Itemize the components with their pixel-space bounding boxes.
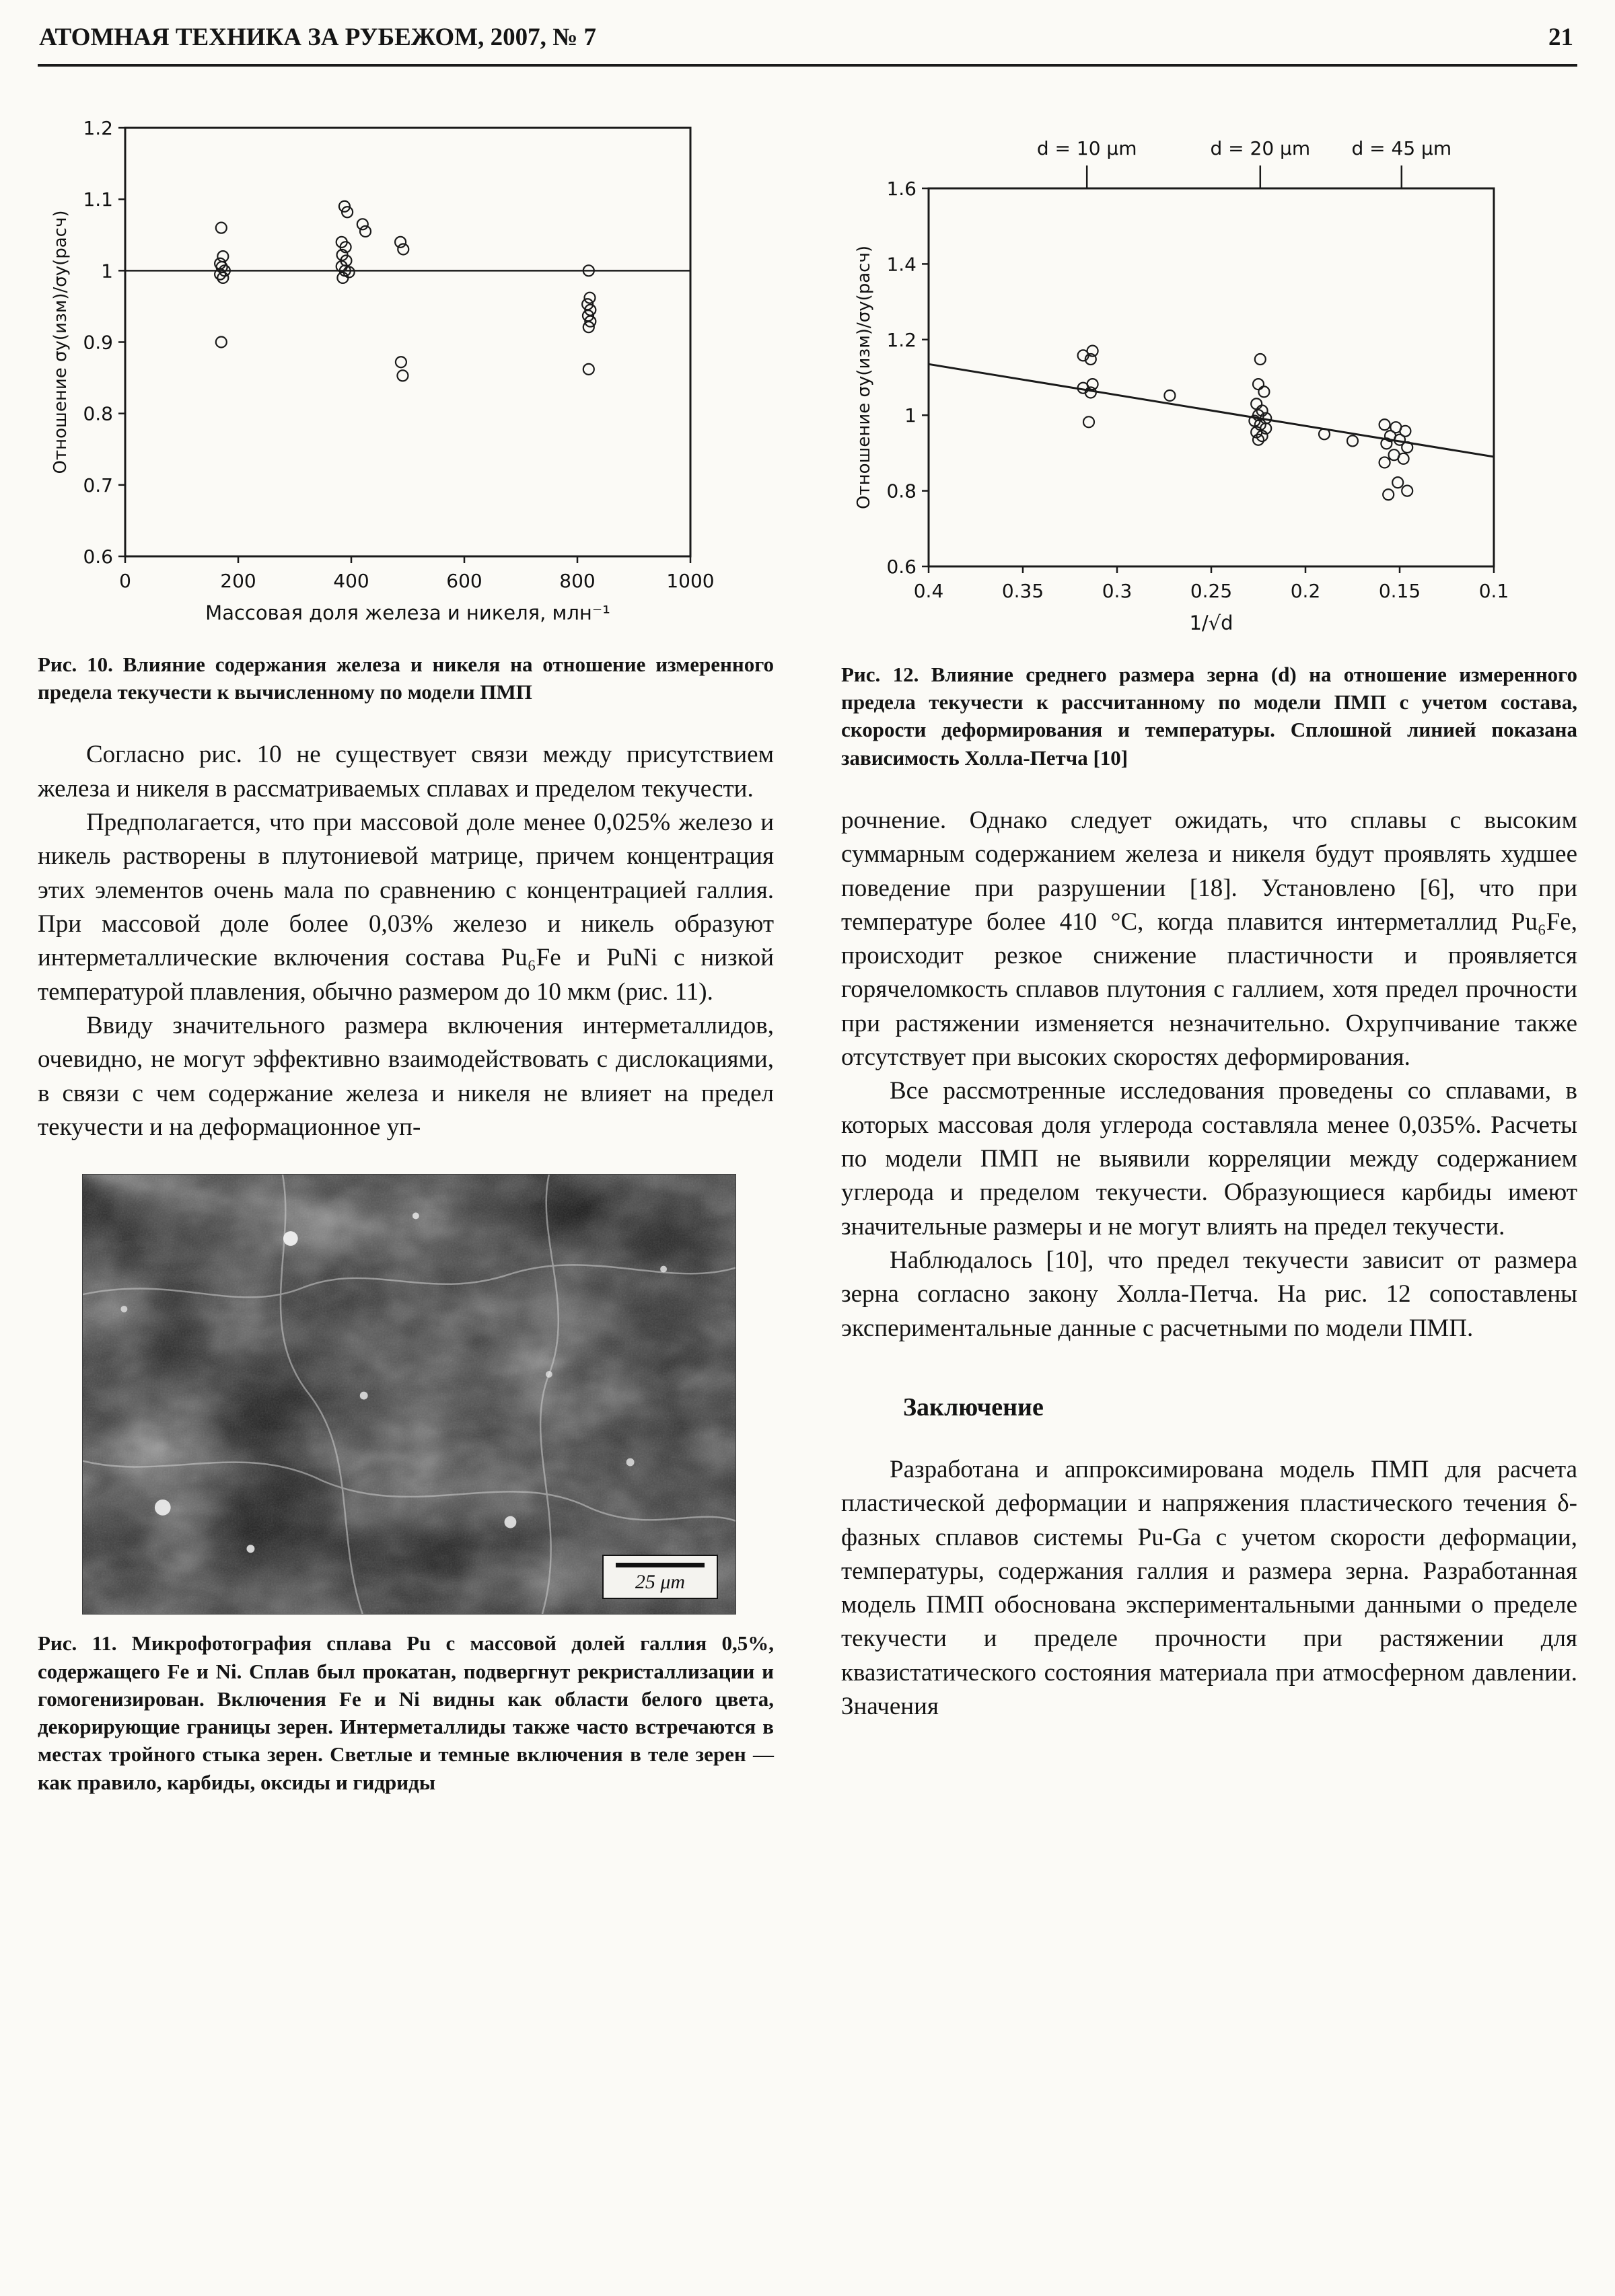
scale-bar-line <box>616 1563 705 1567</box>
svg-text:1000: 1000 <box>666 570 715 592</box>
scale-bar <box>602 1555 718 1599</box>
fig10-chart <box>43 104 716 636</box>
svg-text:0.35: 0.35 <box>1001 580 1044 602</box>
svg-text:1.6: 1.6 <box>886 178 917 200</box>
fig12-caption: Рис. 12. Влияние среднего размера зерна (d) на отношение измеренного предела текучести к рассчитанному по модели ПМП с учетом состава, скорости деформирования и температуры. Сплошной линией показана зависимость Холла-Петча [10] <box>841 663 1577 770</box>
svg-text:0.15: 0.15 <box>1378 580 1421 602</box>
paragraph: Согласно рис. 10 не существует связи между присутствием железа и никеля в рассматриваемых сплавах и пределом текучести. <box>38 741 774 803</box>
micrograph-image <box>82 1174 736 1615</box>
left-column <box>38 104 774 1796</box>
svg-text:d = 10 μm: d = 10 μm <box>1036 137 1137 159</box>
svg-text:0.2: 0.2 <box>1290 580 1321 602</box>
svg-text:1.2: 1.2 <box>886 328 917 351</box>
figure-11 <box>38 1174 774 1796</box>
svg-text:d = 45 μm: d = 45 μm <box>1351 137 1452 159</box>
svg-text:600: 600 <box>446 570 482 592</box>
page-header <box>38 23 1577 67</box>
fig10-caption: Рис. 10. Влияние содержания железа и никеля на отношение измеренного предела текучести к вычисленному по модели ПМП <box>38 653 774 704</box>
paragraph: Предполагается, что при массовой доле менее 0,025% железо и никель растворены в плутониевой матрице, причем концентрация этих элементов очень мала по сравнению с концентрацией галлия. При массовой доле более 0,03% железо и никель образуют интерметаллические включения состава Pu₆Fe и PuNi с низкой температурой плавления, обычно размером до 10 мкм (рис. 11). <box>38 809 774 1006</box>
right-column <box>841 104 1577 1796</box>
svg-text:0.8: 0.8 <box>83 402 113 425</box>
svg-text:Отношение σу(изм)/σу(расч): Отношение σу(изм)/σу(расч) <box>854 246 874 509</box>
svg-text:1: 1 <box>904 404 917 427</box>
svg-text:0.1: 0.1 <box>1478 580 1509 602</box>
svg-text:0.8: 0.8 <box>886 480 917 503</box>
paragraph: Ввиду значительного размера включения интерметаллидов, очевидно, не могут эффективно взаимодействовать с дислокациями, в связи с чем содержание железа и никеля не влияет на предел текучести и на деформационное уп- <box>38 1011 774 1141</box>
svg-text:0.6: 0.6 <box>886 556 917 578</box>
svg-text:0.6: 0.6 <box>83 546 113 568</box>
svg-text:400: 400 <box>333 570 369 592</box>
svg-text:200: 200 <box>220 570 256 592</box>
svg-text:1.4: 1.4 <box>886 253 917 276</box>
svg-text:d = 20 μm: d = 20 μm <box>1210 137 1311 159</box>
svg-text:0.3: 0.3 <box>1102 580 1133 602</box>
figure-10 <box>38 104 774 706</box>
paragraph: Разработана и аппроксимирована модель ПМП для расчета пластической деформации и напряжения пластического течения δ-фазных сплавов системы Pu-Ga с учетом скорости деформации, температуры, содержания галлия и размера зерна. Разработанная модель ПМП обоснована экспериментальными данными о пределе текучести и пределе прочности при растяжении для квазистатического состояния материала при атмосферном давлении. Значения <box>841 1455 1577 1721</box>
svg-text:1: 1 <box>101 260 113 283</box>
micrograph-texture <box>83 1175 735 1614</box>
figure-12 <box>841 104 1577 772</box>
conclusion-heading: Заключение <box>903 1393 1044 1421</box>
svg-text:Массовая доля железа и никеля,: Массовая доля железа и никеля, млн⁻¹ <box>205 601 610 624</box>
paragraph: Наблюдалось [10], что предел текучести зависит от размера зерна согласно закону Холла-Петча. На рис. 12 сопоставлены экспериментальные данные с расчетными по модели ПМП. <box>841 1246 1577 1342</box>
page-number: 21 <box>1548 24 1573 51</box>
svg-text:0.9: 0.9 <box>83 331 113 354</box>
paragraph: рочнение. Однако следует ожидать, что сплавы с высоким суммарным содержанием железа и никеля будут проявлять худшее поведение при разрушении [18]. Установлено [6], что при температуре более 410 °С, когда плавится интерметаллид Pu₆Fe, происходит резкое снижение пластичности и проявляется горячеломкость сплавов плутония с галлием, хотя предел прочности при растяжении изменяется незначительно. Охрупчивание также отсутствует при высоких скоростях деформирования. <box>841 806 1577 1072</box>
svg-text:0: 0 <box>119 570 131 592</box>
scale-bar-label: 25 μm <box>635 1571 686 1594</box>
svg-text:0.7: 0.7 <box>83 474 113 496</box>
svg-text:800: 800 <box>559 570 596 592</box>
svg-text:0.25: 0.25 <box>1190 580 1233 602</box>
svg-text:1/√d: 1/√d <box>1189 612 1233 634</box>
svg-text:0.4: 0.4 <box>913 580 944 602</box>
fig12-chart <box>847 104 1519 646</box>
content-columns <box>38 104 1577 1796</box>
fig11-caption: Рис. 11. Микрофотография сплава Pu с массовой долей галлия 0,5%, содержащего Fe и Ni. Сплав был прокатан, подвергнут рекристаллизации и гомогенизирован. Включения Fe и Ni видны как области белого цвета, декорирующие границы зерен. Интерметаллиды также часто встречаются в местах тройного стыка зерен. Светлые и темные включения в теле зерен — как правило, карбиды, оксиды и гидриды <box>38 1631 774 1794</box>
svg-text:1.1: 1.1 <box>83 188 113 211</box>
svg-text:1.2: 1.2 <box>83 117 113 139</box>
svg-text:Отношение σу(изм)/σу(расч): Отношение σу(изм)/σу(расч) <box>50 210 71 474</box>
journal-title: АТОМНАЯ ТЕХНИКА ЗА РУБЕЖОМ, 2007, № 7 <box>39 24 597 51</box>
paragraph: Все рассмотренные исследования проведены со сплавами, в которых массовая доля углерода составляла менее 0,035%. Расчеты по модели ПМП не выявили корреляции между содержанием углерода и пределом текучести. Образующиеся карбиды имеют значительные размеры и не могут влиять на предел текучести. <box>841 1077 1577 1240</box>
